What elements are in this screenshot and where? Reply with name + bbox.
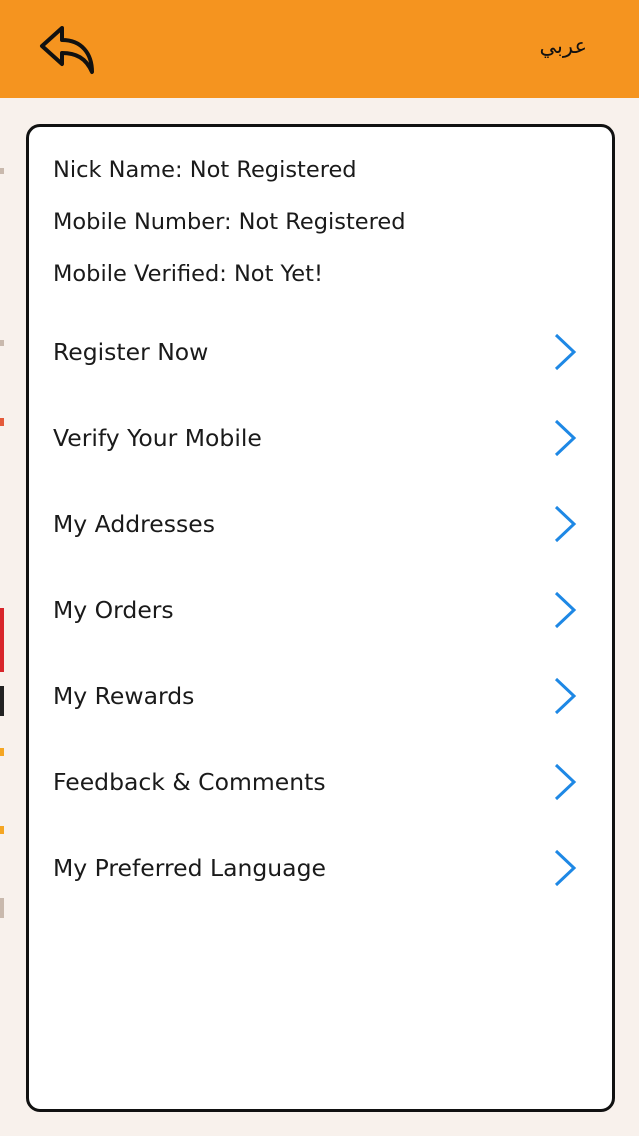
- mobile-verified-text: Mobile Verified: Not Yet!: [53, 261, 323, 287]
- chevron-right-icon: [552, 762, 578, 802]
- reply-arrow-icon: [36, 22, 100, 78]
- menu-item-feedback[interactable]: [29, 739, 612, 825]
- menu-item-verify-mobile[interactable]: [29, 395, 612, 481]
- background-edge: [0, 98, 6, 1136]
- menu-item-register-now[interactable]: [29, 309, 612, 395]
- menu-item-label: Verify Your Mobile: [53, 424, 262, 452]
- chevron-right-icon: [552, 504, 578, 544]
- menu-item-my-rewards[interactable]: [29, 653, 612, 739]
- menu-item-label: My Rewards: [53, 682, 195, 710]
- chevron-right-icon: [552, 418, 578, 458]
- menu-item-label: My Orders: [53, 596, 174, 624]
- back-button[interactable]: [36, 22, 100, 78]
- mobile-number-text: Mobile Number: Not Registered: [53, 209, 406, 235]
- chevron-right-icon: [552, 332, 578, 372]
- nick-name-text: Nick Name: Not Registered: [53, 157, 357, 183]
- menu-item-label: My Preferred Language: [53, 854, 326, 882]
- chevron-right-icon: [552, 590, 578, 630]
- chevron-right-icon: [552, 848, 578, 888]
- menu-item-my-orders[interactable]: [29, 567, 612, 653]
- menu-item-label: My Addresses: [53, 510, 215, 538]
- menu-item-preferred-language[interactable]: [29, 825, 612, 911]
- chevron-right-icon: [552, 676, 578, 716]
- menu-item-label: Register Now: [53, 338, 209, 366]
- top-bar: [0, 0, 639, 98]
- language-toggle[interactable]: عربي: [539, 34, 587, 58]
- menu-item-my-addresses[interactable]: [29, 481, 612, 567]
- account-card: [26, 124, 615, 1112]
- menu-item-label: Feedback & Comments: [53, 768, 326, 796]
